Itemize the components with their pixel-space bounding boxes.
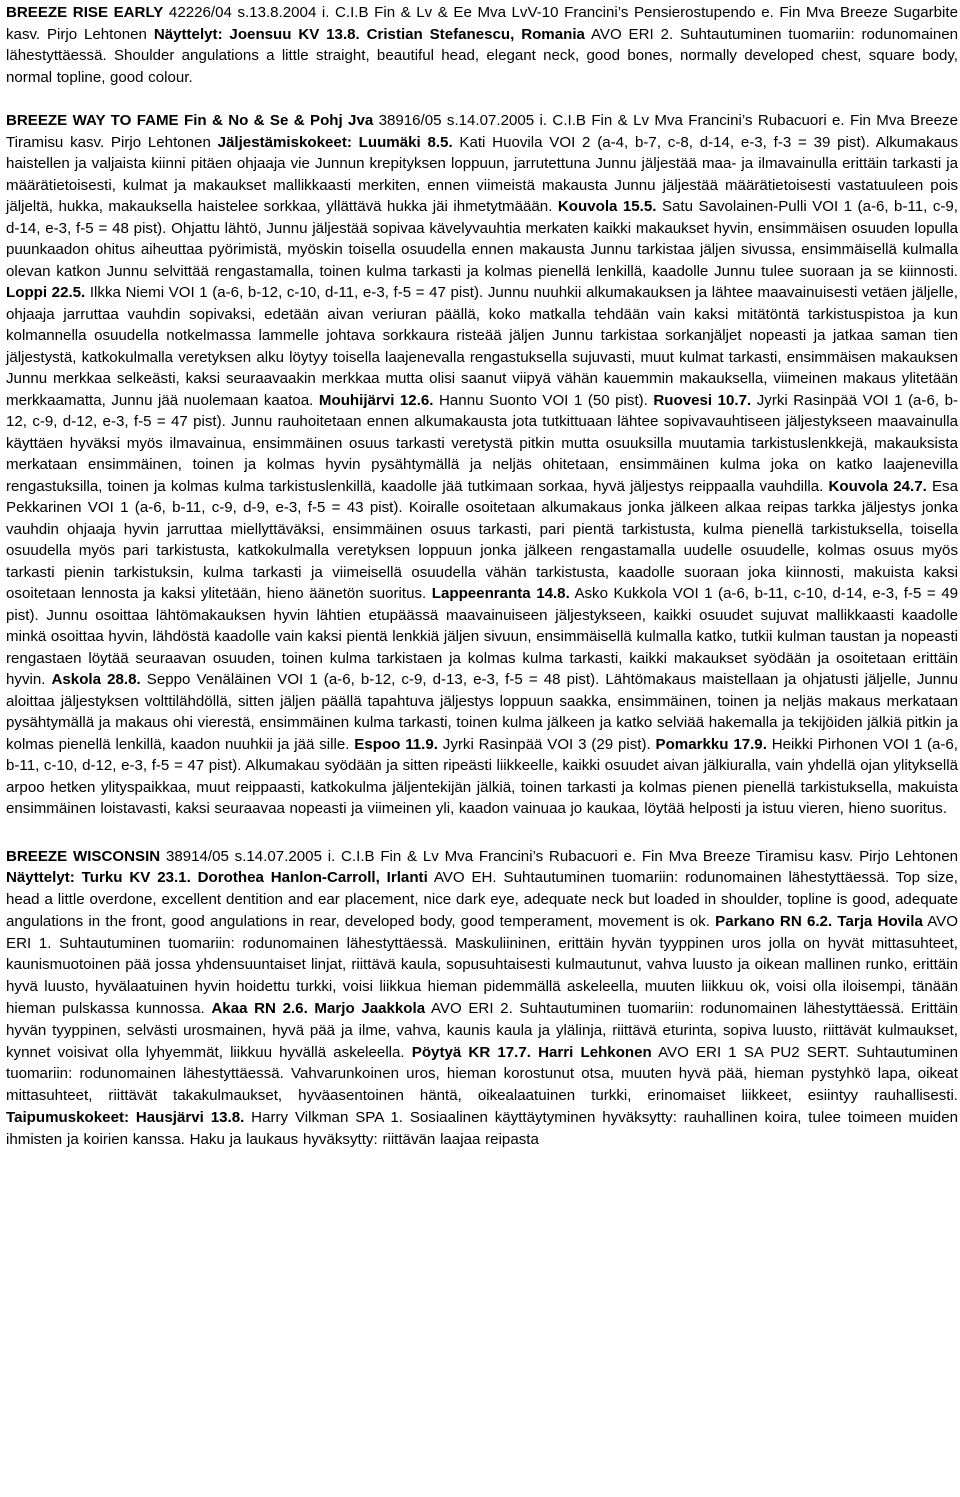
bold-text-run: Ruovesi 10.7. xyxy=(653,391,752,409)
bold-text-run: Loppi 22.5. xyxy=(6,284,86,301)
bold-text-run: Akaa RN 2.6. Marjo Jaakkola xyxy=(211,1000,426,1018)
text-run: Hannu Suonto VOI 1 (50 pist). xyxy=(433,391,654,409)
text-run: AVO ERI 1 SA PU2 SERT. Suhtautuminen tuomariin: rodunomainen lähestyttäessä. Vahvarunkoinen uros, hieman korostunut otsa, muuten hyvä pää, hieman pystyhkö lapa, oikeat mittasuhteet, riittävät takakulmaukset, hyväasentoinen häntä, oikealaatuinen turkki, erinomaiset liikkeet, esiintyy rauhallisesti. xyxy=(6,1043,959,1105)
text-run: AVO ERI 2. Suhtautuminen tuomariin: rodunomainen lähestyttäessä. Shoulder angulations a little straight, beautiful head, elegant neck, good bones, normally developed chest, square body, normal topline, good colour. xyxy=(6,25,958,86)
entry-breeze-rise-early xyxy=(6,2,958,88)
bold-text-run: Kouvola 24.7. xyxy=(828,477,927,495)
bold-text-run: Askola 28.8. xyxy=(51,671,141,688)
bold-text-run: Pöytyä KR 17.7. Harri Lehkonen xyxy=(411,1043,652,1061)
text-run: Harry Vilkman SPA 1. Sosiaalinen käyttäytyminen hyväksytty: rauhallinen koira, tulee toimeen muiden ihmisten ja koirien kanssa. Haku ja laukaus hyväksytty: riittävän laajaa reipasta xyxy=(6,1109,958,1148)
text-run: Esa Pekkarinen VOI 1 (a-6, b-11, c-9, d-9, e-3, f-5 = 43 pist). Koiralle osoitetaan alkumakaus jonka jälkeen alkaa reipas tarkka jäljestys jonka vauhdin ohjaaja hyvin jarruttaa miellyttäväksi, ensimmäinen osuus tarkasti, pari pientä tarkistusta, kulma pienellä tarkistuksella, toisella osuudella myös pari tarkistusta, katkokulmalla veretyksen loppuun jonka jälkeen rengastamalla uudelle osuudelle, kolmas osuus myös tarkasti pienin tarkistuksin, kulma tarkasti ja viimeisellä osuudella vähän tarkistusta, kaadolle suoraan joka kiinnosti, makuista kaksi osoitetaan lennosta ja kaksi ylitetään, hieno äänetön suoritus. xyxy=(6,477,958,602)
paragraph xyxy=(6,846,958,1151)
spacer xyxy=(6,88,958,110)
text-run: Ilkka Niemi VOI 1 (a-6, b-12, c-10, d-11, e-3, f-5 = 47 pist). Junnu nuuhkii alkumakauksen ja lähtee maavainuisesti vetäen jäljelle, ohjaaja jarruttaa vauhdin sopivaksi, edetään aivan veriuran päällä, koko matkalla tehdään vain kaksi mitätöntä tarkistuspistoa ja kun kolmannella osuudella notkelmassa lammelle johtava sorkkaura risteää jäljen Junnu tarkistaa sorkanjäljet nopeasti ja jatkaa saman tien jäljestystä, katkokulmalla veretyksen alku löytyy toisella laajenevalla rengastuksella sujuvasti, muut kulmat tarkasti, ensimmäisen makauksen Junnu merkkaa selkeästi, kaksi seuraavaakin merkkaa mutta olisi saanut viipyä vähän kauemmin makauksella, viimeinen makaus ylitetään merkkaamatta, Junnu jää nuolemaan kaatoa. xyxy=(6,284,958,409)
text-run: AVO ERI 1. Suhtautuminen tuomariin: rodunomainen lähestyttäessä. Maskuliininen, erittäin hyvän tyyppinen uros jolla on hyvät mittasuhteet, kaunismuotoinen pää jossa yhdensuuntaiset linjat, riittävä kaula, sopusuhtaisesti kulmautunut, vahva luusto ja oikean mallinen runko, erittäin hyvä luusto, hyvälaatuinen hyvin hoidettu turkki, voisi liikkua hieman pidemmällä askeleella, muuten liikkuu ok, voisi olla iloisempi, tänään hieman pulskassa kunnossa. xyxy=(6,912,958,1018)
text-run: Jyrki Rasinpää VOI 3 (29 pist). xyxy=(437,735,656,753)
text-run: Kati Huovila VOI 2 (a-4, b-7, c-8, d-14, e-3, f-3 = 39 pist). Alkumakaus haistellen ja valjaista kiinni pitäen ohjaaja vie Junnun krepityksen loppuun, jarrutettuna Junnu jäljestää maa- ja ilmavainulla erittäin tarkasti ja määrätietoisesti, kulmat ja makaukset mallikkaasti merkiten, ennen viimeistä makausta Junnu jäljestää määrätietoisesti vastatuuleen pois jäljeltä, hukka, makauksella haistelee sorkkaa, yllättävä hukka jäi ihmetytmäään. xyxy=(6,133,958,215)
text-run: Jyrki Rasinpää VOI 1 (a-6, b-12, c-9, d-12, e-3, f-5 = 47 pist). Junnu rauhoitetaan ennen alkumakausta jota tutkittuaan lähtee sopivavauhtiseen jäljestykseen maavainulla käyttäen hyväksi myös ilmavainua, ensimmäinen osuus tarkasti veretystä pitkin mutta osuuksilla muutamia tarkistuslenkkejä, makauksista merkataan ensimmäinen, toinen ja kolmas hyvin pysähtymällä ja neljäs ohitetaan, ensimmäinen kulma joka on katko laajenevilla rengastuksilla, toinen ja kolmas kulma tarkistuslenkillä, kaadolle jää tutkimaan sorkaa, hyvä jäljestys reippaalla vauhdilla. xyxy=(6,391,958,495)
text-run: Satu Savolainen-Pulli VOI 1 (a-6, b-11, c-9, d-14, e-3, f-5 = 48 pist). Ohjattu lähtö, Junnu jäljestää sopivaa kävelyvauhtia merkaten kaikki makaukset hyvin, ensimmäisen osuuden lopulla puunkaadon ohitus aiheuttaa pyörimistä, myöskin toisella osuudella ennen makausta Junnu tarkistaa jäljen sivussa, ensimmäisellä kulmalla olevan katkon Junnu selvittää rengastamalla, toinen kulma tarkasti ja kolmas pienellä lenkillä, kaadolle Junnu tulee suoraan ja se kiinnosti. xyxy=(6,198,958,280)
bold-text-run: Pomarkku 17.9. xyxy=(655,735,767,753)
text-run: AVO EH. Suhtautuminen tuomariin: rodunomainen lähestyttäessä. Top size, head a little overdone, excellent dentition and ear placement, nice dark eye, adequate neck but loaded in shoulder, topline is good, adequate angulations in the front, good angulations in rear, developed body, good temperament, movement is ok. xyxy=(6,869,958,930)
bold-text-run: Jäljestämiskokeet: Luumäki 8.5. xyxy=(217,133,453,151)
spacer xyxy=(6,820,958,846)
bold-text-run: BREEZE RISE EARLY xyxy=(6,4,164,21)
text-run: 38914/05 s.14.07.2005 i. C.I.B Fin & Lv Mva Francini’s Rubacuori e. Fin Mva Breeze Tiramisu kasv. Pirjo Lehtonen xyxy=(160,847,958,865)
bold-text-run: Kouvola 15.5. xyxy=(557,198,657,215)
bold-text-run: Mouhijärvi 12.6. xyxy=(318,391,434,409)
text-run: Asko Kukkola VOI 1 (a-6, b-11, c-10, d-14, e-3, f-5 = 49 pist). Junnu osoittaa lähtömakauksen hyvin lähtien etupäässä maavainuiseen jäljestykseen, kaikki osuudet sujuvat mallikkaasti kaadolle minkä osoittaa hyvin, lähdöstä kaadolle vain kaksi pientä lenkkiä jäljen sivuun, ensimmäisellä kulmalla katko, tutkii kulman taustan ja nopeasti rengastaen löytää seuraavan osuuden, toinen kulma tarkistaen ja kolmas kulma tarkasti, kaikki makaukset syödään ja osoitetaan erittäin hyvin. xyxy=(6,585,958,688)
paragraph xyxy=(6,110,958,820)
text-run: Heikki Pirhonen VOI 1 (a-6, b-11, c-10, d-12, e-3, f-5 = 47 pist). Alkumakau syödään ja sitten ripeästi liikkeelle, kaikki osuudet aivan jälkiuralla, vain yhdellä ojan ylityksellä arpoo hetken ylityspaikkaa, muut reippaasti, katkokulma jäljentekijän jälkiä, toinen tarkasti ja kolmas pienen pienellä tarkistuksella, makuista ensimmäinen loistavasti, kaksi seuraavaa nopeasti ja viimeinen yli, kaadon vainuaa jo kaukaa, löytää helposti ja istuu vieren, hieno suoritus. xyxy=(6,735,958,817)
bold-text-run: Näyttelyt: Joensuu KV 13.8. Cristian Stefanescu, Romania xyxy=(153,25,585,43)
paragraph xyxy=(6,2,958,88)
bold-text-run: BREEZE WAY TO FAME Fin & No & Se & Pohj Jva xyxy=(6,112,374,129)
bold-text-run: Lappeenranta 14.8. xyxy=(431,585,570,602)
text-run: 42226/04 s.13.8.2004 i. C.I.B Fin & Lv & Ee Mva LvV-10 Francini’s Pensierostupendo e. Fin Mva Breeze Sugarbite kasv. Pirjo Lehtonen xyxy=(6,4,958,43)
bold-text-run: Espoo 11.9. xyxy=(354,735,438,753)
text-run: Seppo Venäläinen VOI 1 (a-6, b-12, c-9, d-13, e-3, f-5 = 48 pist). Lähtömakaus maistellaan ja ohjatusti jäljelle, Junnu aloittaa jäljestyksen volttilähdöllä, sitten jäljen päällä tapahtuva jäljestys loppuun saakka, ensimmäinen, toinen ja neljäs makaus merkataan pysähtymällä ja makaus ohi vierestä, ensimmäinen kulma tarkasti, toinen kulma jälkeen ja katko selviää hakemalla ja tekijöiden jälkiä pitkin ja kolmas pienellä lenkillä, kaadon nuuhkii ja jää sille. xyxy=(6,671,958,753)
bold-text-run: Taipumuskokeet: Hausjärvi 13.8. xyxy=(6,1109,245,1127)
text-run: AVO ERI 2. Suhtautuminen tuomariin: rodunomainen lähestyttäessä. Erittäin hyvän tyyppinen, selvästi urosmainen, hyvä pää ja ilme, vahva, kaunis kaula ja ylälinja, riittävä eturinta, sopiva luusto, riittävät kulmaukset, kynnet voisivat olla lyhyemmät, liikkuu hyvällä askeleella. xyxy=(6,1000,958,1061)
bold-text-run: BREEZE WISCONSIN xyxy=(6,847,161,865)
bold-text-run: Parkano RN 6.2. Tarja Hovila xyxy=(715,912,923,930)
entry-breeze-wisconsin xyxy=(6,846,958,1151)
entry-breeze-way-to-fame xyxy=(6,110,958,820)
text-run: 38916/05 s.14.07.2005 i. C.I.B Fin & Lv Mva Francini’s Rubacuori e. Fin Mva Breeze Tiramisu kasv. Pirjo Lehtonen xyxy=(6,112,958,151)
bold-text-run: Näyttelyt: Turku KV 23.1. Dorothea Hanlon-Carroll, Irlanti xyxy=(6,869,428,887)
